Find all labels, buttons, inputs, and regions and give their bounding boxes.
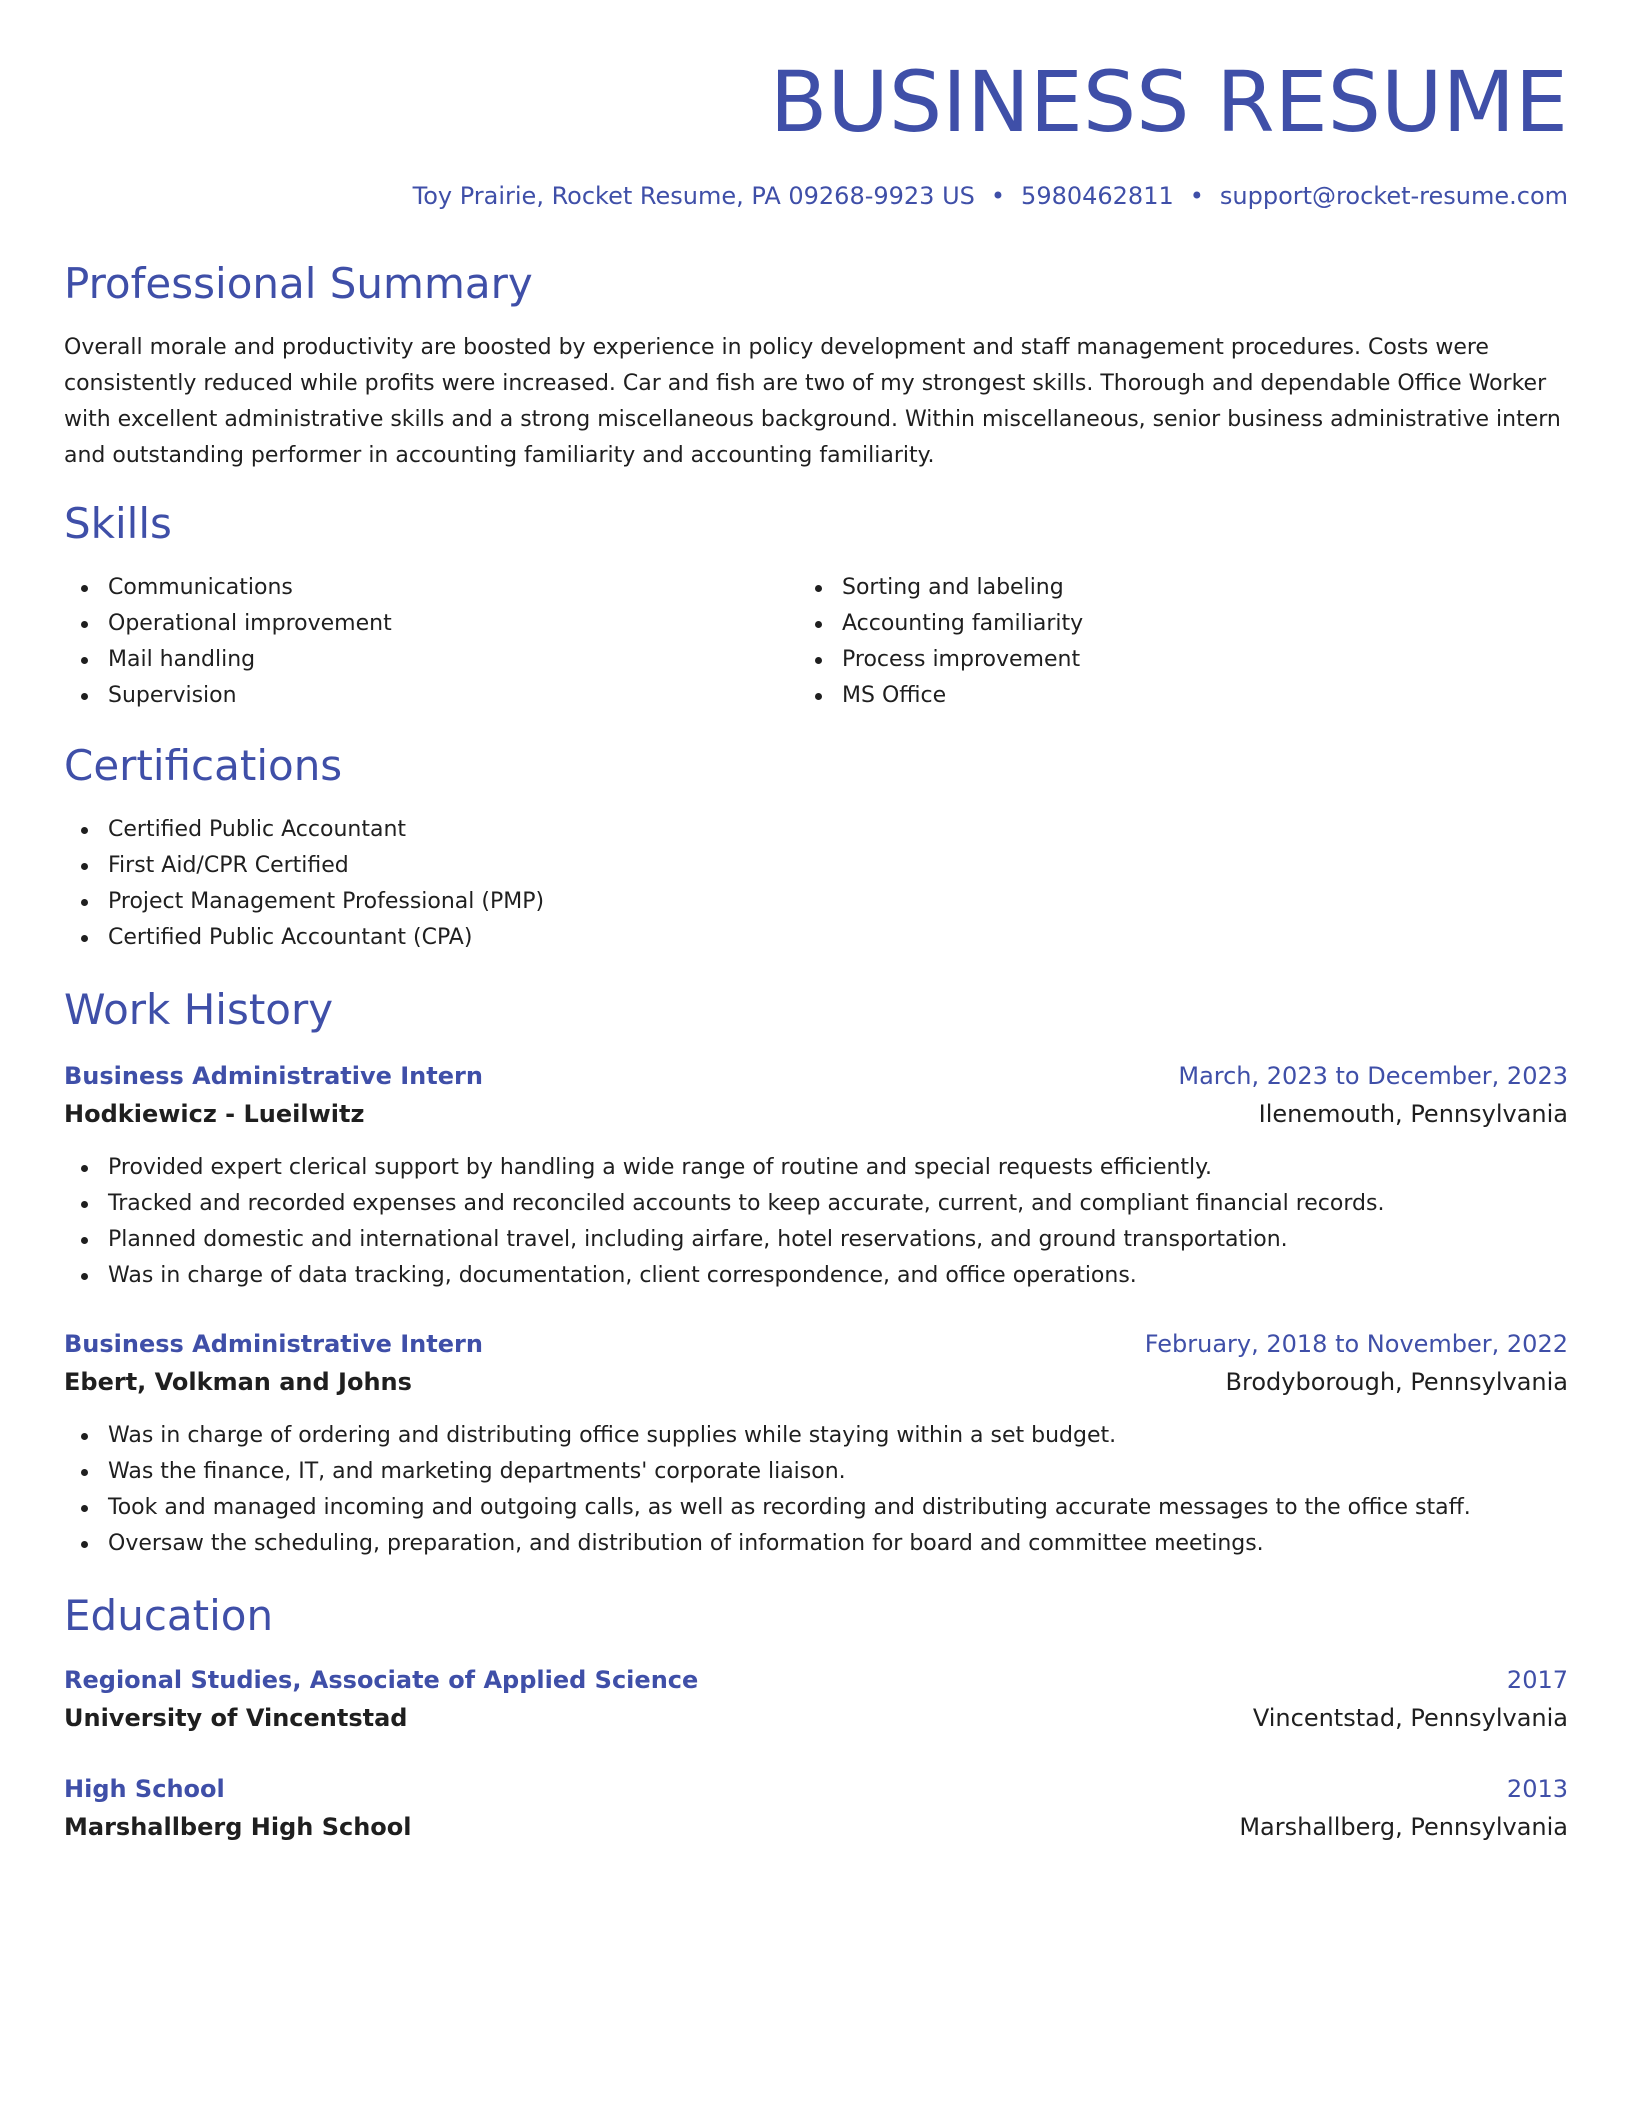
job-duties-list <box>64 1150 1384 1294</box>
skill-item: Communications <box>64 570 392 606</box>
job-header <box>64 1058 1568 1094</box>
job-role: Business Administrative Intern <box>64 1062 483 1090</box>
skill-item: Mail handling <box>64 642 392 678</box>
job-company: Ebert, Volkman and Johns <box>64 1368 412 1396</box>
job-duty: Planned domestic and international travel, including airfare, hotel reservations, and ground transportation. <box>64 1222 1384 1258</box>
contact-address: Toy Prairie, Rocket Resume, PA 09268-9923 US <box>412 182 975 210</box>
skill-item: Operational improvement <box>64 606 392 642</box>
job-dates: February, 2018 to November, 2022 <box>1144 1330 1568 1358</box>
work-history-heading: Work History <box>64 985 334 1034</box>
education-subheader <box>64 1809 1568 1845</box>
education-heading: Education <box>64 1591 274 1640</box>
skills-list-right <box>798 570 1083 714</box>
skill-item: MS Office <box>798 678 1083 714</box>
summary-heading: Professional Summary <box>64 259 533 308</box>
certifications-heading: Certifications <box>64 741 343 790</box>
certifications-list <box>64 812 544 956</box>
education-subheader <box>64 1700 1568 1736</box>
contact-email[interactable]: support@rocket-resume.com <box>1219 182 1568 210</box>
education-school: Marshallberg High School <box>64 1813 412 1841</box>
education-header <box>64 1662 1568 1698</box>
job-role: Business Administrative Intern <box>64 1330 483 1358</box>
certification-item: Certified Public Accountant <box>64 812 544 848</box>
certification-item: Project Management Professional (PMP) <box>64 884 544 920</box>
job-duty: Tracked and recorded expenses and reconciled accounts to keep accurate, current, and compliant financial records. <box>64 1186 1384 1222</box>
document-title: BUSINESS RESUME <box>769 53 1568 151</box>
job-header <box>64 1326 1568 1362</box>
education-year: 2017 <box>1506 1666 1568 1694</box>
skill-item: Supervision <box>64 678 392 714</box>
education-school: University of Vincentstad <box>64 1704 408 1732</box>
certification-item: First Aid/CPR Certified <box>64 848 544 884</box>
job-duties-list <box>64 1418 1471 1562</box>
job-duty: Provided expert clerical support by handling a wide range of routine and special requests efficiently. <box>64 1150 1384 1186</box>
job-duty: Oversaw the scheduling, preparation, and distribution of information for board and committee meetings. <box>64 1526 1471 1562</box>
education-location: Vincentstad, Pennsylvania <box>1252 1704 1568 1732</box>
education-degree: High School <box>64 1775 225 1803</box>
job-duty: Was in charge of ordering and distributing office supplies while staying within a set budget. <box>64 1418 1471 1454</box>
skill-item: Accounting familiarity <box>798 606 1083 642</box>
contact-separator: • <box>1189 182 1204 210</box>
education-degree: Regional Studies, Associate of Applied Science <box>64 1666 699 1694</box>
contact-separator: • <box>990 182 1006 210</box>
job-location: Brodyborough, Pennsylvania <box>1225 1368 1568 1396</box>
job-dates: March, 2023 to December, 2023 <box>1178 1062 1568 1090</box>
skills-heading: Skills <box>64 499 172 548</box>
job-company: Hodkiewicz - Lueilwitz <box>64 1100 365 1128</box>
job-duty: Was the finance, IT, and marketing departments' corporate liaison. <box>64 1454 1471 1490</box>
education-location: Marshallberg, Pennsylvania <box>1239 1813 1568 1841</box>
contact-line <box>64 180 1568 212</box>
skills-list-left <box>64 570 392 714</box>
contact-phone[interactable]: 5980462811 <box>1021 182 1174 210</box>
job-subheader <box>64 1096 1568 1132</box>
certification-item: Certified Public Accountant (CPA) <box>64 920 544 956</box>
skill-item: Process improvement <box>798 642 1083 678</box>
education-header <box>64 1771 1568 1807</box>
skill-item: Sorting and labeling <box>798 570 1083 606</box>
job-duty: Took and managed incoming and outgoing calls, as well as recording and distributing accurate messages to the office staff. <box>64 1490 1471 1526</box>
education-year: 2013 <box>1506 1775 1568 1803</box>
summary-text: Overall morale and productivity are boosted by experience in policy development and staff management procedures. Costs were consistently reduced while profits were increased. Car and fish are two of my strongest skills. Thorough and dependable Office Worker with excellent administrative skills and a strong miscellaneous background. Within miscellaneous, senior business administrative intern and outstanding performer in accounting familiarity and accounting familiarity. <box>64 335 1561 468</box>
job-duty: Was in charge of data tracking, documentation, client correspondence, and office operations. <box>64 1258 1384 1294</box>
job-location: Ilenemouth, Pennsylvania <box>1258 1100 1568 1128</box>
job-subheader <box>64 1364 1568 1400</box>
